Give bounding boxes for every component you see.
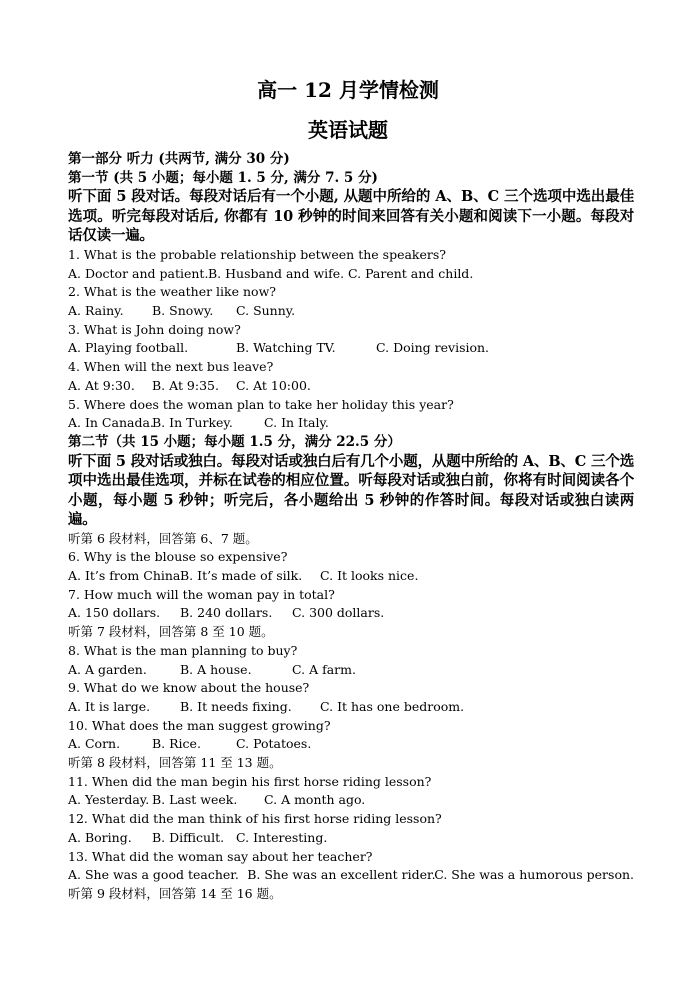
option-c: C. In Italy. [264,415,329,431]
option-a: A. She was a good teacher. [68,867,239,883]
option-b: B. Difficult. [152,829,225,845]
options-row [68,791,634,810]
question: 1. What is the probable relationship between the speakers? [68,246,446,262]
option-b: B. Husband and wife. [208,265,345,281]
options-row [68,567,634,586]
material-note: 听第 8 段材料，回答第 11 至 13 题。 [68,755,282,771]
option-c: C. It has one bedroom. [320,698,465,714]
option-a: A. It’s from China. [68,568,185,584]
option-a: A. A garden. [68,661,147,677]
option-c: C. Sunny. [236,303,296,319]
options-row [68,377,634,396]
option-c: C. She was a humorous person. [434,867,634,883]
option-b: B. Last week. [152,792,238,808]
options-row [68,829,634,848]
material-note: 听第 9 段材料，回答第 14 至 16 题。 [68,886,282,901]
exam-content [68,150,634,904]
option-c: C. At 10:00. [236,377,311,393]
option-a: A. In Canada. [68,415,154,431]
option-b: B. A house. [180,661,252,677]
question: 7. How much will the woman pay in total? [68,586,335,602]
question: 10. What does the man suggest growing? [68,717,331,733]
section-1-heading: 第一节 (共 5 小题；每小题 1. 5 分, 满分 7. 5 分) [68,169,378,186]
options-row [68,698,634,717]
option-b: B. Rice. [152,736,201,752]
material-note: 听第 6 段材料，回答第 6、7 题。 [68,530,258,546]
option-b: B. 240 dollars. [180,605,273,621]
option-c: C. A farm. [292,661,356,677]
options-row [68,735,634,754]
option-b: B. She was an excellent rider. [247,867,436,883]
question: 5. Where does the woman plan to take her holiday this year? [68,396,454,412]
options-row [68,339,634,358]
option-c: C. Doing revision. [376,340,490,356]
option-a: A. 150 dollars. [68,605,161,621]
options-row [68,866,634,885]
option-a: A. It is large. [68,698,151,714]
options-row [68,661,634,680]
exam-subtitle: 英语试题 [308,118,388,142]
question: 2. What is the weather like now? [68,284,276,300]
options-row [68,302,634,321]
section-2-heading: 第二节（共 15 小题；每小题 1.5 分，满分 22.5 分） [68,433,401,450]
option-c: C. 300 dollars. [292,605,385,621]
options-row [68,604,634,623]
part-heading: 第一部分 听力 (共两节, 满分 30 分) [68,151,290,167]
question: 11. When did the man begin his first horse riding lesson? [68,773,432,789]
option-b: B. At 9:35. [152,377,219,393]
section-1-instructions: 听下面 5 段对话。每段对话后有一个小题, 从题中所给的 A、B、C 三个选项中选出最佳选项。听完每段对话后, 你都有 10 秒钟的时间来回答有关小题和阅读下一小题。每段对话仅读一遍。 [68,188,634,245]
option-c: C. Potatoes. [236,736,312,752]
option-a: A. Boring. [68,829,132,845]
option-b: B. In Turkey. [152,415,233,431]
option-c: C. It looks nice. [320,568,419,584]
option-c: C. A month ago. [264,792,366,808]
option-a: A. Playing football. [68,340,189,356]
section-2-instructions: 听下面 5 段对话或独白。每段对话或独白后有几个小题，从题中所给的 A、B、C 三个选项中选出最佳选项，并标在试卷的相应位置。听每段对话或独白前，你将有时间阅读各个小题，每小题 5 秒钟；听完后，各小题给出 5 秒钟的作答时间。每段对话或独白读两遍。 [68,452,634,529]
question: 8. What is the man planning to buy? [68,642,298,658]
option-b: B. It’s made of silk. [180,568,303,584]
question: 6. Why is the blouse so expensive? [68,549,288,565]
option-c: C. Interesting. [236,829,328,845]
question: 9. What do we know about the house? [68,680,310,696]
option-a: A. Yesterday. [68,792,150,808]
option-b: B. It needs fixing. [180,698,292,714]
option-b: B. Snowy. [152,303,214,319]
option-a: A. Rainy. [68,303,124,319]
option-a: A. Corn. [68,736,121,752]
option-a: A. At 9:30. [68,377,135,393]
options-row [68,414,634,433]
option-a: A. Doctor and patient. [68,265,209,281]
option-b: B. Watching TV. [236,340,336,356]
question: 12. What did the man think of his first horse riding lesson? [68,811,442,827]
exam-title: 高一 12 月学情检测 [257,78,439,102]
question: 3. What is John doing now? [68,321,241,337]
options-row [68,265,634,284]
question: 13. What did the woman say about her teacher? [68,848,373,864]
option-c: C. Parent and child. [348,265,474,281]
material-note: 听第 7 段材料，回答第 8 至 10 题。 [68,624,274,640]
question: 4. When will the next bus leave? [68,359,274,375]
